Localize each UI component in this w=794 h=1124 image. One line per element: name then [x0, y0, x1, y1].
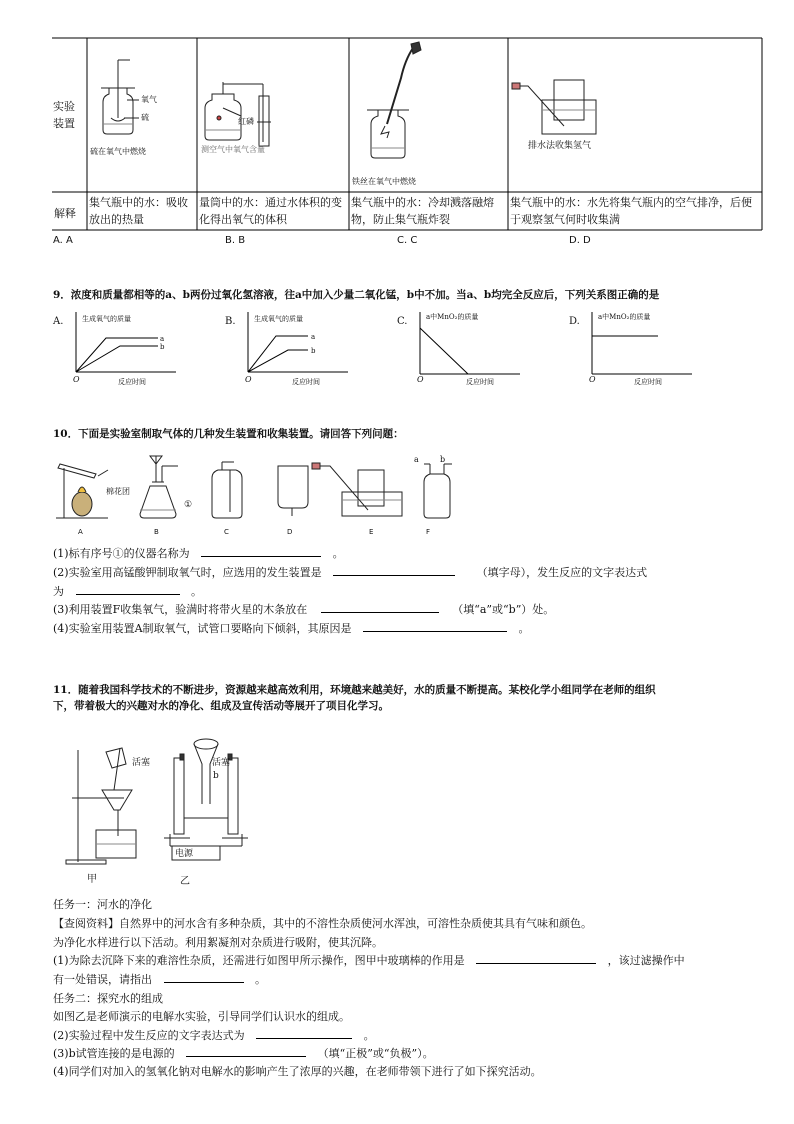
- q10-question-2-line2: [53, 584, 202, 599]
- q11-stem-line1: 11．随着我国科学技术的不断进步，资源越来越高效利用，环境越来越美好，水的质量不断提高。某校化学小组同学在老师的组织: [53, 684, 656, 696]
- graph-c-origin: O: [417, 375, 424, 384]
- q10-question-2: [53, 565, 647, 580]
- graph-d-letter: D.: [569, 316, 580, 327]
- graph-a-series-a: a: [160, 335, 165, 343]
- explanation-2: 量筒中的水：通过水体积的变化得出氧气的体积: [199, 196, 342, 226]
- graph-c-xlabel: 反应时间: [466, 378, 494, 386]
- graph-b-xlabel: 反应时间: [292, 378, 320, 386]
- row-label-explain: 解释: [54, 207, 76, 220]
- graph-b-series-b: b: [311, 347, 316, 355]
- q10-q1-text: (1)标有序号①的仪器名称为: [53, 547, 190, 560]
- explanation-3: 集气瓶中的水：冷却溅落融熔物，防止集气瓶炸裂: [351, 196, 494, 226]
- circled-one-label: ①: [184, 500, 193, 510]
- graph-d-plot: [592, 312, 702, 382]
- q11-q2-text: (2)实验过程中发生反应的文字表达式为: [53, 1029, 245, 1042]
- device-label-c: C: [224, 528, 229, 536]
- q10-q1-end: 。: [332, 547, 344, 560]
- q11-q3-end: （填“正极”或“负极”）。: [317, 1047, 434, 1060]
- q11-q2-blank[interactable]: [256, 1028, 352, 1039]
- q11-question-3: [53, 1046, 434, 1061]
- q10-q1-blank[interactable]: [201, 546, 321, 557]
- option-a[interactable]: A. A: [53, 235, 73, 246]
- q11-task1: 任务一：河水的净化: [53, 898, 152, 911]
- valve-label-left: 活塞: [132, 758, 151, 768]
- q11-line-b: 如图乙是老师演示的电解水实验，引导同学们认识水的组成。: [53, 1010, 350, 1023]
- q10-q2-blank-device[interactable]: [333, 565, 455, 576]
- graph-a-series-b: b: [160, 343, 165, 351]
- tube-label-b: b: [213, 771, 219, 781]
- f-port-a: a: [414, 455, 419, 464]
- q10-stem: 10．下面是实验室制取气体的几种发生装置和收集装置。请回答下列问题：: [53, 428, 404, 440]
- q11-q2-end: 。: [363, 1029, 375, 1042]
- explanation-1: 集气瓶中的水：吸收放出的热量: [89, 196, 188, 226]
- fig2-label-red-phosphorus: 红磷: [238, 117, 254, 126]
- q10-q4-text: (4)实验室用装置A制取氧气，试管口要略向下倾斜，其原因是: [53, 622, 352, 635]
- fig2-caption: 测空气中氧气含量: [201, 145, 265, 154]
- q10-q3-text: (3)利用装置F收集氧气，验满时将带火星的木条放在: [53, 603, 308, 616]
- option-b[interactable]: B. B: [225, 235, 246, 246]
- q9-stem: 9．浓度和质量都相等的a、b两份过氧化氢溶液，往a中加入少量二氧化锰，b中不加。当a、b均完全反应后，下列关系图正确的是: [53, 289, 660, 301]
- q11-line-a: 为净化水样进行以下活动。利用絮凝剂对杂质进行吸附，使其沉降。: [53, 936, 383, 949]
- oxygen-content-figure: [197, 38, 347, 153]
- graph-b-letter: B.: [225, 316, 236, 327]
- graph-a-plot: [76, 312, 186, 382]
- q10-q3-blank[interactable]: [321, 602, 439, 613]
- option-d[interactable]: D. D: [569, 235, 591, 246]
- graph-c-ylabel: a中MnO₂的质量: [426, 313, 479, 321]
- fig3-caption: 铁丝在氧气中燃烧: [352, 177, 416, 186]
- graph-b-origin: O: [245, 375, 252, 384]
- q11-question-4: (4)同学们对加入的氢氧化钠对电解水的影响产生了浓厚的兴趣，在老师带领下进行了如下探究活动。: [53, 1065, 542, 1078]
- q11-question-2: [53, 1028, 375, 1043]
- graph-b-plot: [248, 312, 358, 382]
- figure-label-yi: 乙: [180, 876, 190, 887]
- q10-q2-mid: （填字母），发生反应的文字表达式: [476, 566, 648, 579]
- q11-q1-blank-role[interactable]: [476, 953, 596, 964]
- graph-a-xlabel: 反应时间: [118, 378, 146, 386]
- q11-q1-end: 。: [255, 973, 266, 986]
- q10-question-1: [53, 546, 344, 561]
- hydrogen-collection-figure: [508, 38, 668, 148]
- valve-label-right: 活塞: [212, 758, 231, 768]
- row-label-apparatus: 实验 装置: [53, 100, 75, 130]
- graph-c-plot: [420, 312, 530, 382]
- graph-b-series-a: a: [311, 333, 316, 341]
- fig4-caption: 排水法收集氢气: [528, 141, 592, 151]
- q11-question-1: [53, 953, 685, 968]
- device-label-f: F: [426, 528, 431, 536]
- graph-a-ylabel: 生成氧气的质量: [82, 315, 131, 323]
- q10-q4-blank[interactable]: [363, 621, 507, 632]
- device-label-d: D: [287, 528, 293, 536]
- q11-question-1-line2: [53, 972, 266, 987]
- iron-burning-figure: [349, 38, 509, 178]
- fig1-caption: 硫在氧气中燃烧: [90, 147, 146, 156]
- q11-q1-blank-error[interactable]: [164, 972, 244, 983]
- q10-question-3: [53, 602, 554, 617]
- graph-d-xlabel: 反应时间: [634, 378, 662, 386]
- graph-d-origin: O: [589, 375, 596, 384]
- graph-d-ylabel: a中MnO₂的质量: [598, 313, 651, 321]
- fig1-label-sulfur: 硫: [141, 113, 149, 122]
- q10-question-4: [53, 621, 530, 636]
- fig1-label-oxygen: 氧气: [141, 95, 157, 104]
- graph-c-letter: C.: [397, 316, 408, 327]
- q10-q2-line2-text: 为: [53, 585, 64, 598]
- device-label-e: E: [369, 528, 374, 536]
- q11-q3-blank[interactable]: [186, 1046, 306, 1057]
- q11-q1-mid: ，该过滤操作中: [607, 954, 685, 967]
- device-label-a: A: [78, 528, 83, 536]
- figure-label-jia: 甲: [87, 874, 97, 885]
- power-supply-label: 电源: [175, 849, 194, 859]
- q10-q2-end: 。: [191, 585, 202, 598]
- q11-q3-text: (3)b试管连接的是电源的: [53, 1047, 175, 1060]
- q10-q3-end: （填“a”或“b”）处。: [452, 603, 555, 616]
- cotton-label: 棉花团: [106, 487, 130, 496]
- option-c[interactable]: C. C: [397, 235, 418, 246]
- q10-q2-text: (2)实验室用高锰酸钾制取氧气时，应选用的发生装置是: [53, 566, 322, 579]
- q11-q1-text: (1)为除去沉降下来的难溶性杂质，还需进行如图甲所示操作，图甲中玻璃棒的作用是: [53, 954, 465, 967]
- graph-a-origin: O: [73, 375, 80, 384]
- q10-q4-end: 。: [518, 622, 530, 635]
- explanation-4: 集气瓶中的水：水先将集气瓶内的空气排净，后便于观察氢气何时收集满: [510, 196, 752, 226]
- device-label-b: B: [154, 528, 159, 536]
- sulfur-burning-figure: [87, 38, 197, 148]
- q11-stem-line2: 下，带着极大的兴趣对水的净化、组成及宣传活动等展开了项目化学习。: [53, 700, 389, 712]
- q11-q1-line2-text: 有一处错误，请指出: [53, 973, 152, 986]
- f-port-b: b: [440, 455, 446, 464]
- graph-b-ylabel: 生成氧气的质量: [254, 315, 303, 323]
- q11-info: 【查阅资料】自然界中的河水含有多种杂质，其中的不溶性杂质使河水浑浊，可溶性杂质使其具有气味和颜色。: [53, 917, 592, 930]
- q10-q2-blank-expression[interactable]: [76, 584, 180, 595]
- electrolysis-figure-yi: [150, 734, 260, 874]
- graph-a-letter: A.: [53, 316, 64, 327]
- q11-task2: 任务二：探究水的组成: [53, 992, 163, 1005]
